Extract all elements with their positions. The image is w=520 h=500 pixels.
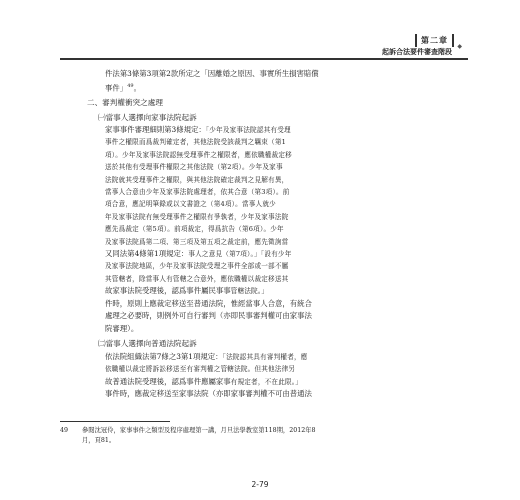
text-line (105, 136, 435, 148)
text-span: 依法院組織法第7條之3第1項規定： (105, 352, 223, 361)
text-span: 事件時，應裁定移送至家事法院（亦即家事審判權不可由普通法 (105, 389, 312, 399)
header-mark: ◆ (457, 43, 462, 50)
paragraph-1 (105, 124, 435, 335)
text-line (105, 351, 435, 363)
text-line (105, 376, 435, 388)
text-line (105, 174, 435, 186)
quote-span: 有規定者，不在此限。」 (230, 377, 303, 386)
header-rule (60, 58, 468, 60)
text-line (105, 323, 435, 335)
heading-2: ㈡當事人選擇向普通法院起訴 (98, 339, 197, 348)
text-line (105, 198, 435, 210)
text-line (105, 80, 435, 95)
text-line (105, 388, 435, 400)
quote-span: 及家事法院地區，少年及家事法院受理之事件全部或一部不屬 (105, 262, 289, 271)
heading-ii: 二、審判權衝突之處理 (87, 98, 163, 107)
quote-span: 事人之意見（第7項）。」 (188, 250, 261, 259)
text-line (105, 248, 435, 260)
footnote-text: 參閱沈冠伶，家事事件之類型及程序處理第一講，月旦法學教室第118期，2012年8 (82, 427, 316, 434)
text-line (105, 285, 435, 297)
text-line (105, 236, 435, 248)
footnote (60, 426, 400, 446)
text-line (105, 211, 435, 223)
quote-span: 應先爲裁定（第5項）。前項裁定，得爲抗告（第6項）。少年 (105, 225, 284, 234)
text-span: 件時，原則上應裁定移送至普通法院，惟經當事人合意，有統合 (105, 298, 312, 308)
section-title: 起訴合法要件審查階段 (382, 48, 452, 56)
quote-span: 「設有少年 (260, 250, 292, 259)
quote-span: 年及家事法院有無受理事件之權限有爭執者，少年及家事法院 (105, 212, 289, 221)
heading-1: ㈠當事人選擇向家事法院起訴 (98, 113, 197, 122)
text-line (105, 298, 435, 310)
text-span: 處理之必要時，則例外可自行審判（亦即民事審判權可由家事法 (105, 311, 312, 321)
text-span: 事件」 (105, 83, 128, 93)
chapter-tag: 第二章 (415, 34, 454, 47)
quote-span: 當事人合意由少年及家事法院處理者，依其合意（第3項）。前 (105, 188, 290, 197)
page-number: 2-79 (251, 480, 269, 489)
footnote-ref: 49 (127, 83, 134, 90)
quote-span: 依職權以裁定將訴訟移送至有審判權之管轄法院。但其他法律另 (105, 365, 296, 374)
quote-span: 法院就其受理事件之權限，與其他法院確定裁判之見解有異， (105, 175, 289, 184)
quote-span: 「少年及家事法院認其有受理 (205, 126, 291, 134)
quote-span: 管轄法院。」 (230, 287, 269, 296)
text-line: 件法第3條第3項第2款所定之「因離婚之原因、事實所生損害賠償 (105, 69, 319, 78)
footnote-number: 49 (60, 427, 69, 434)
text-span: 故普通法院受理後，認爲事件應屬家事 (105, 376, 231, 386)
footnote-text: 月，頁81。 (82, 437, 116, 444)
footnote-rule (60, 421, 170, 422)
quote-span: 送於其他有受理事件權限之其他法院（第2項）。少年及家事 (105, 163, 283, 172)
text-line (105, 161, 435, 173)
quote-span: 項合意，應記明筆錄或以文書證之（第4項）。當事人就少 (105, 200, 276, 209)
text-line (105, 149, 435, 161)
text-span: 故家事法院受理後，認爲事件屬民事事 (105, 286, 231, 296)
text-line (105, 124, 435, 136)
quote-span: 「法院認其具有審判權者，應 (222, 353, 308, 361)
text-span: 又同法第4條第1項規定： (105, 249, 189, 259)
footnote-body (82, 426, 382, 446)
text-line (105, 223, 435, 235)
quote-span: 事件之權限而爲裁判確定者，其他法院受該裁判之羈束（第1 (105, 138, 287, 147)
quote-span: 項）。少年及家事法院認無受理事件之權限者，應依職權裁定移 (105, 150, 292, 159)
quote-span: 及家事法院爲第二項、第三項及第五項之裁定前，應先徵詢當 (105, 237, 289, 246)
quote-span: 其管轄者，除當事人有管轄之合意外，應依職權以裁定移送其 (105, 274, 289, 283)
page-header (60, 34, 468, 60)
text-line (105, 186, 435, 198)
text-line (105, 273, 435, 285)
text-span: 院審理）。 (105, 323, 139, 333)
text-line (105, 260, 435, 272)
text-span: 。 (133, 83, 141, 93)
paragraph-2 (105, 351, 435, 401)
text-span: 家事事件審理細則第3條規定： (105, 125, 206, 134)
continued-paragraph (105, 68, 435, 95)
text-line (105, 363, 435, 375)
text-line (105, 310, 435, 322)
